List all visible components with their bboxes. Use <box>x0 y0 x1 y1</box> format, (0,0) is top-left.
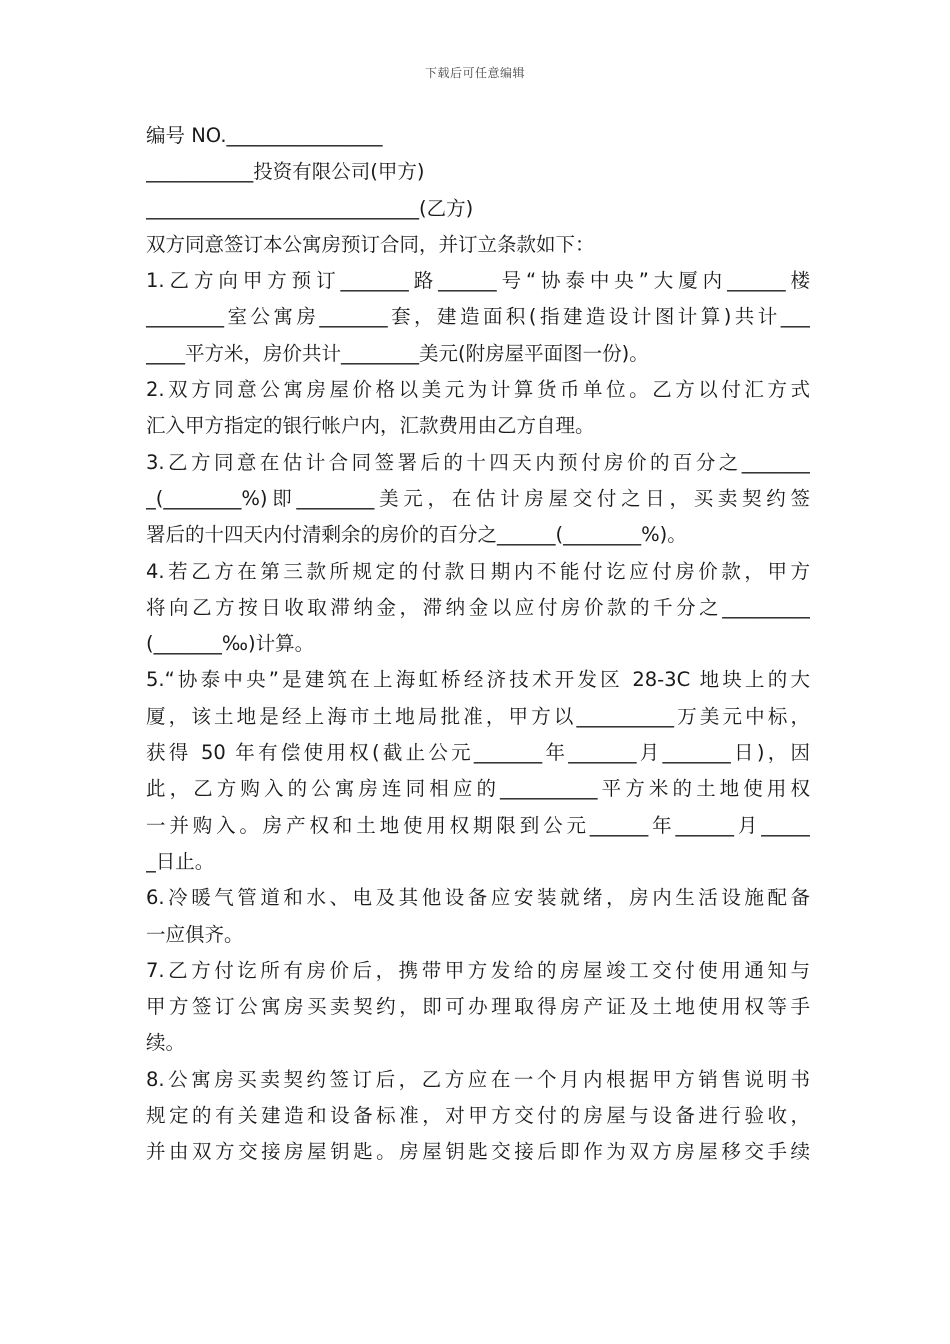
document-line: 将向乙方按日收取滞纳金，滞纳金以应付房价款的千分之_________ <box>146 595 810 619</box>
document-line: 双方同意签订本公寓房预订合同，并订立条款如下： <box>146 232 595 256</box>
document-line: 汇入甲方指定的银行帐户内，汇款费用由乙方自理。 <box>146 414 595 438</box>
document-line: 1.乙方向甲方预订_______路______号“协泰中央”大厦内______楼 <box>146 269 810 293</box>
document-line: 2.双方同意公寓房屋价格以美元为计算货币单位。乙方以付汇方式 <box>146 378 810 402</box>
document-line: 一并购入。房产权和土地使用权期限到公元______年______月_____ <box>146 813 810 837</box>
document-line: ________室公寓房_______套，建造面积(指建造设计图计算)共计___ <box>146 305 810 329</box>
page-header: 下载后可任意编辑 <box>424 66 525 80</box>
document-line: 署后的十四天内付清剩余的房价的百分之______(________%)。 <box>146 523 687 547</box>
document-line: _(________%)即________美元，在估计房屋交付之日，买卖契约签 <box>146 486 810 510</box>
document-line: 甲方签订公寓房买卖契约，即可办理取得房产证及土地使用权等手 <box>146 995 810 1019</box>
document-line: 并由双方交接房屋钥匙。房屋钥匙交接后即作为双方房屋移交手续 <box>146 1140 810 1164</box>
document-line: 4.若乙方在第三款所规定的付款日期内不能付讫应付房价款，甲方 <box>146 559 810 583</box>
document-line: 6.冷暖气管道和水、电及其他设备应安装就绪，房内生活设施配备 <box>146 886 810 910</box>
document-line: 编号 NO.________________ <box>146 124 383 147</box>
document-line: 7.乙方付讫所有房价后，携带甲方发给的房屋竣工交付使用通知与 <box>146 958 810 982</box>
document-line: 续。 <box>146 1031 186 1055</box>
document-line: (_______‰)计算。 <box>146 632 315 656</box>
document-line: 8.公寓房买卖契约签订后，乙方应在一个月内根据甲方销售说明书 <box>146 1067 810 1091</box>
document-line: 厦，该土地是经上海市土地局批准，甲方以__________万美元中标， <box>146 704 810 728</box>
document-line: ____平方米，房价共计________美元(附房屋平面图一份)。 <box>146 341 649 365</box>
document-line: 规定的有关建造和设备标准，对甲方交付的房屋与设备进行验收， <box>146 1104 810 1128</box>
document-line: 此，乙方购入的公寓房连同相应的__________平方米的土地使用权 <box>146 777 810 801</box>
document-line: 5.“协泰中央”是建筑在上海虹桥经济技术开发区 28-3C 地块上的大 <box>146 668 810 692</box>
document-line: 3.乙方同意在估计合同签署后的十四天内预付房价的百分之_______ <box>146 450 810 474</box>
document-body <box>146 118 810 1171</box>
document-line: ____________________________(乙方) <box>146 196 474 220</box>
document-line: ___________投资有限公司(甲方) <box>146 160 425 184</box>
document-line: 一应俱齐。 <box>146 922 244 946</box>
document-line: _日止。 <box>146 849 215 873</box>
document-line: 获得 50 年有偿使用权(截止公元_______年_______月_______日)，因 <box>146 741 810 765</box>
